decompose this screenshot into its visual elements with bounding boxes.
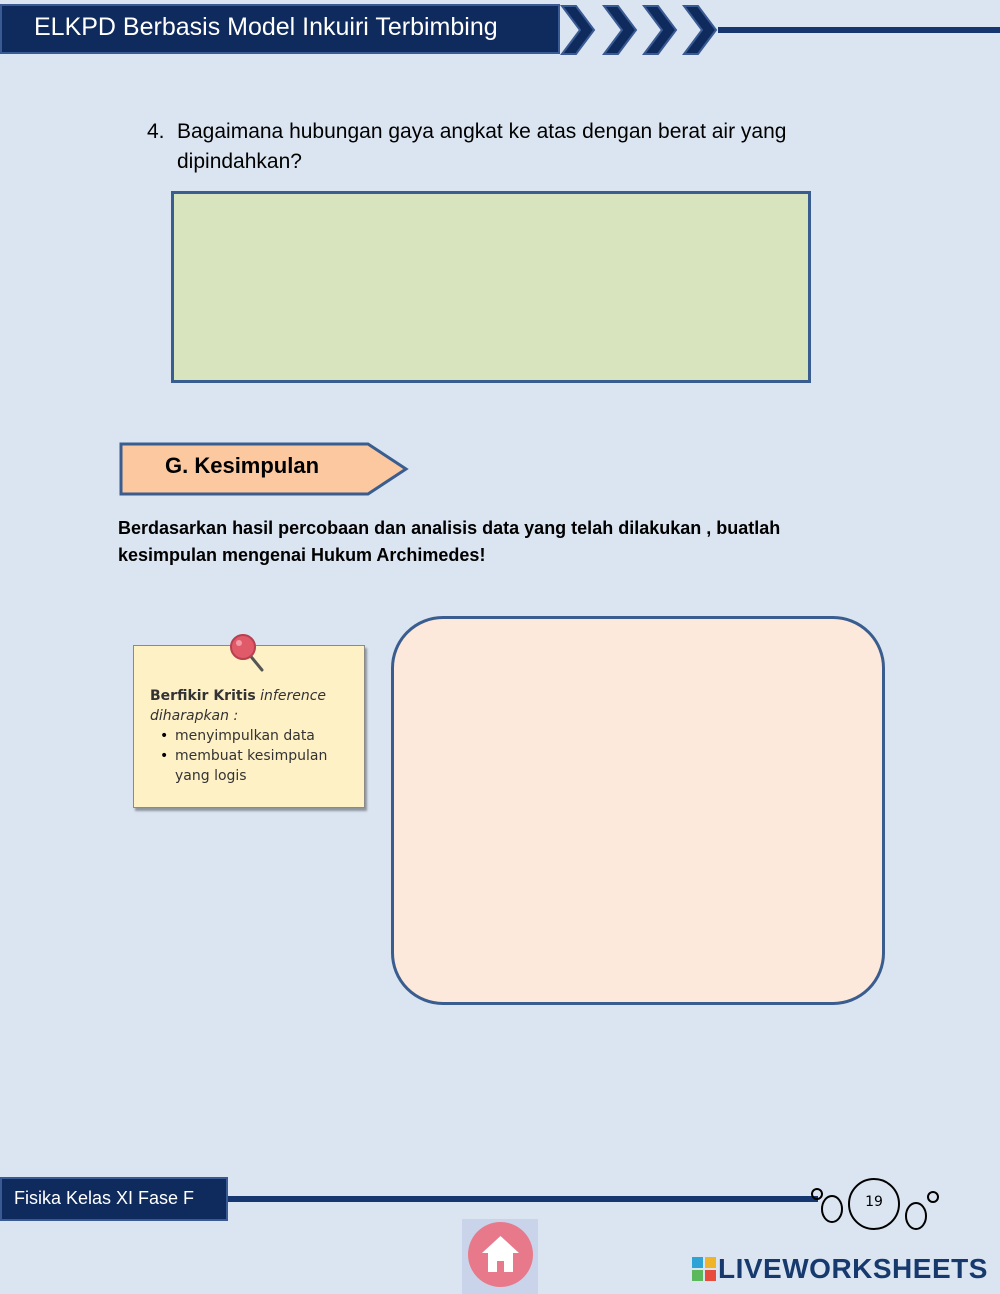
header-chevrons	[560, 2, 1000, 58]
note-title-italic: inference	[260, 688, 327, 704]
header-title: ELKPD Berbasis Model Inkuiri Terbimbing	[34, 13, 498, 41]
pushpin-icon	[226, 632, 270, 676]
instruction-line-1: Berdasarkan hasil percobaan dan analisis data yang telah dilakukan , buatlah	[118, 518, 781, 538]
note-list	[150, 726, 355, 786]
chevron-right-icon	[644, 6, 676, 54]
home-button[interactable]	[468, 1222, 533, 1287]
section-title: G. Kesimpulan	[165, 453, 320, 478]
instruction	[118, 515, 898, 569]
note-title	[150, 686, 355, 706]
chevron-right-icon	[562, 6, 594, 54]
note-list-item: • menyimpulkan data	[150, 726, 355, 746]
footer-label: Fisika Kelas XI Fase F	[14, 1188, 195, 1208]
chevron-right-icon	[604, 6, 636, 54]
question-4	[147, 117, 847, 177]
answer-box-question-4[interactable]	[171, 191, 811, 383]
question-text: Bagaimana hubungan gaya angkat ke atas dengan berat air yang dipindahkan?	[177, 120, 787, 173]
conclusion-answer-box[interactable]	[391, 616, 885, 1005]
home-icon	[468, 1222, 533, 1287]
footer-line	[228, 1196, 818, 1202]
note-body	[150, 686, 355, 786]
note-list-item: • membuat kesimpulan yang logis	[150, 746, 355, 786]
question-number: 4.	[147, 120, 165, 143]
note-subtitle: diharapkan :	[150, 708, 239, 724]
note-title-bold: Berfikir Kritis	[150, 688, 256, 704]
instruction-line-2: kesimpulan mengenai Hukum Archimedes!	[118, 545, 486, 565]
liveworksheets-brand	[692, 1253, 992, 1287]
header-line	[718, 27, 1000, 33]
page-number: 19	[865, 1194, 883, 1210]
chevron-right-icon	[684, 6, 716, 54]
brand-name: LIVEWORKSHEETS	[718, 1253, 988, 1284]
liveworksheets-logo	[692, 1257, 716, 1281]
